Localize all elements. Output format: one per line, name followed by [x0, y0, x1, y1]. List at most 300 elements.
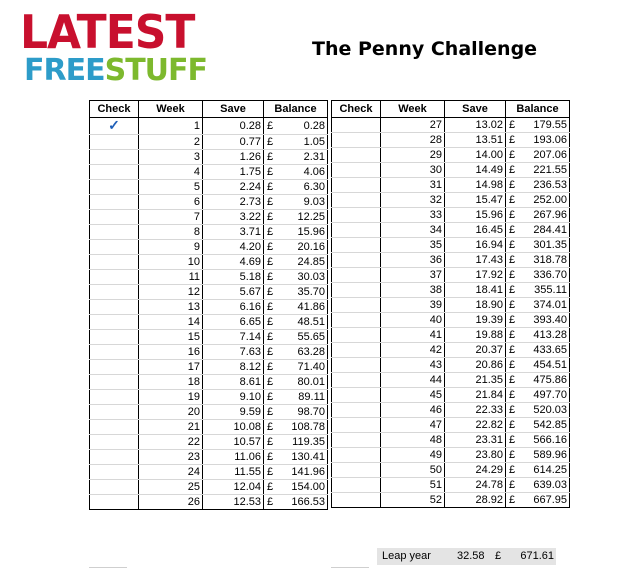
balance-amount: 108.78 — [291, 421, 325, 433]
currency-symbol: £ — [509, 164, 516, 176]
save-cell: 12.53 — [203, 495, 264, 510]
week-cell: 25 — [139, 480, 203, 495]
logo-line-latest: LATEST — [20, 5, 195, 60]
week-cell: 24 — [139, 465, 203, 480]
balance-amount: 267.96 — [533, 209, 567, 221]
balance-amount: 179.55 — [533, 119, 567, 131]
table-row — [90, 450, 328, 465]
table-row — [90, 480, 328, 495]
balance-amount: 55.65 — [297, 331, 325, 343]
table-row — [332, 343, 570, 358]
week-cell: 36 — [381, 253, 445, 268]
table-row — [332, 313, 570, 328]
currency-symbol: £ — [509, 224, 516, 236]
save-cell: 10.57 — [203, 435, 264, 450]
save-cell: 1.75 — [203, 165, 264, 180]
balance-cell — [264, 285, 328, 300]
check-cell[interactable] — [90, 375, 139, 390]
check-cell[interactable] — [90, 465, 139, 480]
balance-cell — [506, 223, 570, 238]
currency-symbol: £ — [267, 481, 274, 493]
week-cell: 45 — [381, 388, 445, 403]
check-cell[interactable] — [90, 118, 139, 135]
check-cell[interactable] — [90, 495, 139, 510]
save-cell: 23.80 — [445, 448, 506, 463]
table-row — [90, 255, 328, 270]
table-row — [90, 315, 328, 330]
save-cell: 14.98 — [445, 178, 506, 193]
header-week: Week — [381, 101, 445, 118]
week-cell: 3 — [139, 150, 203, 165]
table-row — [90, 165, 328, 180]
week-cell: 15 — [139, 330, 203, 345]
week-cell: 34 — [381, 223, 445, 238]
balance-amount: 520.03 — [533, 404, 567, 416]
save-cell: 7.14 — [203, 330, 264, 345]
logo-word-free: FREE — [24, 53, 105, 88]
balance-amount: 566.16 — [533, 434, 567, 446]
save-cell: 19.88 — [445, 328, 506, 343]
week-cell: 8 — [139, 225, 203, 240]
week-cell: 29 — [381, 148, 445, 163]
save-cell: 23.31 — [445, 433, 506, 448]
save-cell: 15.47 — [445, 193, 506, 208]
balance-cell — [264, 345, 328, 360]
week-cell: 37 — [381, 268, 445, 283]
save-cell: 13.02 — [445, 118, 506, 133]
currency-symbol: £ — [267, 436, 274, 448]
table-row — [90, 300, 328, 315]
balance-cell — [506, 418, 570, 433]
balance-cell — [506, 358, 570, 373]
balance-amount: 236.53 — [533, 179, 567, 191]
check-cell[interactable] — [332, 313, 381, 328]
save-cell: 14.49 — [445, 163, 506, 178]
currency-symbol: £ — [509, 434, 516, 446]
table-row — [90, 285, 328, 300]
week-cell: 10 — [139, 255, 203, 270]
week-cell: 26 — [139, 495, 203, 510]
balance-amount: 193.06 — [533, 134, 567, 146]
balance-cell — [506, 133, 570, 148]
week-cell: 43 — [381, 358, 445, 373]
table-row — [332, 178, 570, 193]
header-balance: Balance — [264, 101, 328, 118]
currency-symbol: £ — [267, 211, 274, 223]
check-cell[interactable] — [90, 270, 139, 285]
week-cell: 41 — [381, 328, 445, 343]
currency-symbol: £ — [509, 329, 516, 341]
balance-amount: 166.53 — [291, 496, 325, 508]
latest-free-stuff-logo[interactable] — [20, 5, 208, 88]
week-cell: 22 — [139, 435, 203, 450]
leap-year-row — [377, 548, 556, 565]
balance-cell — [264, 255, 328, 270]
logo-line-freestuff — [24, 53, 208, 88]
balance-cell — [506, 388, 570, 403]
balance-cell — [264, 135, 328, 150]
table-row — [332, 268, 570, 283]
week-cell: 19 — [139, 390, 203, 405]
check-cell[interactable] — [332, 403, 381, 418]
balance-cell — [264, 180, 328, 195]
check-cell[interactable] — [332, 163, 381, 178]
balance-cell — [506, 118, 570, 133]
table-row — [90, 330, 328, 345]
week-cell: 11 — [139, 270, 203, 285]
header-save: Save — [203, 101, 264, 118]
balance-cell — [506, 433, 570, 448]
balance-amount: 639.03 — [533, 479, 567, 491]
currency-symbol: £ — [509, 119, 516, 131]
balance-cell — [264, 405, 328, 420]
check-cell[interactable] — [90, 210, 139, 225]
check-cell[interactable] — [332, 448, 381, 463]
week-cell: 39 — [381, 298, 445, 313]
save-cell: 22.82 — [445, 418, 506, 433]
check-cell[interactable] — [332, 328, 381, 343]
save-cell: 13.51 — [445, 133, 506, 148]
check-cell[interactable] — [332, 343, 381, 358]
check-cell[interactable] — [332, 478, 381, 493]
table-row — [332, 403, 570, 418]
week-cell: 52 — [381, 493, 445, 508]
check-cell[interactable] — [332, 193, 381, 208]
check-cell[interactable] — [332, 268, 381, 283]
table-row — [332, 463, 570, 478]
currency-symbol: £ — [267, 466, 274, 478]
balance-amount: 24.85 — [297, 256, 325, 268]
week-cell: 20 — [139, 405, 203, 420]
currency-symbol: £ — [509, 449, 516, 461]
save-cell: 3.71 — [203, 225, 264, 240]
balance-amount: 154.00 — [291, 481, 325, 493]
balance-cell — [506, 448, 570, 463]
currency-symbol: £ — [267, 181, 274, 193]
balance-amount: 12.25 — [297, 211, 325, 223]
check-cell[interactable] — [332, 358, 381, 373]
balance-amount: 80.01 — [297, 376, 325, 388]
balance-amount: 71.40 — [297, 361, 325, 373]
currency-symbol: £ — [267, 301, 274, 313]
balance-amount: 475.86 — [533, 374, 567, 386]
save-cell: 24.29 — [445, 463, 506, 478]
balance-amount: 374.01 — [533, 299, 567, 311]
table-row — [332, 298, 570, 313]
check-cell[interactable] — [332, 253, 381, 268]
balance-cell — [506, 403, 570, 418]
currency-symbol: £ — [509, 419, 516, 431]
week-cell: 32 — [381, 193, 445, 208]
save-cell: 28.92 — [445, 493, 506, 508]
table-row — [90, 495, 328, 510]
week-cell: 40 — [381, 313, 445, 328]
check-cell[interactable] — [332, 418, 381, 433]
balance-cell — [506, 178, 570, 193]
table-row — [90, 225, 328, 240]
balance-cell — [506, 268, 570, 283]
check-cell[interactable] — [90, 180, 139, 195]
currency-symbol: £ — [509, 134, 516, 146]
table-row — [90, 420, 328, 435]
save-cell: 18.41 — [445, 283, 506, 298]
save-cell: 9.59 — [203, 405, 264, 420]
currency-symbol: £ — [267, 391, 274, 403]
check-cell[interactable] — [332, 208, 381, 223]
table-row — [332, 358, 570, 373]
balance-cell — [506, 463, 570, 478]
table-row — [90, 465, 328, 480]
save-cell: 8.12 — [203, 360, 264, 375]
currency-symbol: £ — [509, 194, 516, 206]
table-row — [332, 433, 570, 448]
week-cell: 33 — [381, 208, 445, 223]
check-cell[interactable] — [90, 435, 139, 450]
table-row — [90, 210, 328, 225]
save-cell: 21.84 — [445, 388, 506, 403]
table-row — [332, 388, 570, 403]
week-cell: 6 — [139, 195, 203, 210]
check-cell[interactable] — [90, 300, 139, 315]
save-cell: 17.43 — [445, 253, 506, 268]
check-cell[interactable] — [332, 433, 381, 448]
currency-symbol: £ — [267, 136, 274, 148]
balance-cell — [264, 480, 328, 495]
check-cell[interactable] — [90, 240, 139, 255]
table-row — [332, 133, 570, 148]
balance-amount: 15.96 — [297, 226, 325, 238]
check-cell[interactable] — [332, 493, 381, 508]
currency-symbol: £ — [267, 346, 274, 358]
week-cell: 51 — [381, 478, 445, 493]
balance-amount: 252.00 — [533, 194, 567, 206]
currency-symbol: £ — [267, 196, 274, 208]
balance-cell — [264, 195, 328, 210]
week-cell: 17 — [139, 360, 203, 375]
check-cell[interactable] — [90, 195, 139, 210]
check-cell[interactable] — [332, 118, 381, 133]
save-cell: 16.94 — [445, 238, 506, 253]
save-cell: 2.24 — [203, 180, 264, 195]
save-cell: 5.18 — [203, 270, 264, 285]
balance-cell — [506, 253, 570, 268]
week-cell: 42 — [381, 343, 445, 358]
table-row — [332, 148, 570, 163]
check-cell[interactable] — [90, 135, 139, 150]
header-check: Check — [332, 101, 381, 118]
currency-symbol: £ — [267, 286, 274, 298]
week-cell: 31 — [381, 178, 445, 193]
header-save: Save — [445, 101, 506, 118]
check-cell[interactable] — [90, 480, 139, 495]
table-row — [90, 150, 328, 165]
save-cell: 10.08 — [203, 420, 264, 435]
currency-symbol: £ — [267, 316, 274, 328]
save-cell: 17.92 — [445, 268, 506, 283]
balance-cell — [506, 313, 570, 328]
balance-cell — [506, 478, 570, 493]
check-cell[interactable] — [90, 420, 139, 435]
save-cell: 12.04 — [203, 480, 264, 495]
week-cell: 44 — [381, 373, 445, 388]
week-cell: 27 — [381, 118, 445, 133]
currency-symbol: £ — [267, 331, 274, 343]
week-cell: 7 — [139, 210, 203, 225]
balance-amount: 6.30 — [303, 181, 325, 193]
save-cell: 11.06 — [203, 450, 264, 465]
save-cell: 20.86 — [445, 358, 506, 373]
currency-symbol: £ — [267, 271, 274, 283]
currency-symbol: £ — [509, 344, 516, 356]
check-cell[interactable] — [90, 150, 139, 165]
balance-amount: 355.11 — [534, 284, 567, 296]
leap-year-balance: 671.61 — [520, 550, 554, 562]
check-cell[interactable] — [332, 178, 381, 193]
balance-amount: 454.51 — [533, 359, 567, 371]
save-cell: 15.96 — [445, 208, 506, 223]
week-cell: 21 — [139, 420, 203, 435]
balance-amount: 207.06 — [533, 149, 567, 161]
check-cell[interactable] — [332, 373, 381, 388]
balance-amount: 433.65 — [533, 344, 567, 356]
week-cell: 14 — [139, 315, 203, 330]
balance-amount: 336.70 — [533, 269, 567, 281]
table-row — [332, 373, 570, 388]
balance-amount: 0.28 — [303, 120, 325, 132]
table-row — [90, 405, 328, 420]
checkmark-icon: ✓ — [108, 117, 120, 133]
balance-cell — [264, 118, 328, 135]
balance-cell — [264, 150, 328, 165]
currency-symbol: £ — [509, 389, 516, 401]
check-cell[interactable] — [90, 225, 139, 240]
save-cell: 19.39 — [445, 313, 506, 328]
balance-amount: 20.16 — [297, 241, 325, 253]
balance-amount: 318.78 — [533, 254, 567, 266]
week-cell: 50 — [381, 463, 445, 478]
week-cell: 49 — [381, 448, 445, 463]
week-cell: 5 — [139, 180, 203, 195]
balance-amount: 497.70 — [533, 389, 567, 401]
balance-amount: 1.05 — [303, 136, 325, 148]
balance-cell — [506, 298, 570, 313]
week-cell: 12 — [139, 285, 203, 300]
check-cell[interactable] — [90, 405, 139, 420]
save-cell: 18.90 — [445, 298, 506, 313]
save-cell: 0.77 — [203, 135, 264, 150]
check-cell[interactable] — [90, 315, 139, 330]
currency-symbol: £ — [509, 479, 516, 491]
week-cell: 4 — [139, 165, 203, 180]
leap-year-currency: £ — [495, 550, 502, 562]
save-cell: 20.37 — [445, 343, 506, 358]
table-row — [332, 283, 570, 298]
check-cell[interactable] — [90, 360, 139, 375]
save-cell: 6.65 — [203, 315, 264, 330]
table-row — [90, 180, 328, 195]
week-cell: 48 — [381, 433, 445, 448]
save-cell: 1.26 — [203, 150, 264, 165]
balance-amount: 98.70 — [297, 406, 325, 418]
balance-cell — [264, 210, 328, 225]
balance-cell — [264, 330, 328, 345]
currency-symbol: £ — [267, 406, 274, 418]
balance-amount: 141.96 — [291, 466, 325, 478]
balance-cell — [264, 270, 328, 285]
currency-symbol: £ — [509, 284, 516, 296]
balance-cell — [264, 435, 328, 450]
check-cell[interactable] — [90, 285, 139, 300]
check-cell[interactable] — [332, 223, 381, 238]
currency-symbol: £ — [509, 269, 516, 281]
check-cell[interactable] — [332, 283, 381, 298]
week-cell: 28 — [381, 133, 445, 148]
table-row — [332, 208, 570, 223]
currency-symbol: £ — [509, 179, 516, 191]
balance-amount: 63.28 — [297, 346, 325, 358]
currency-symbol: £ — [267, 226, 274, 238]
currency-symbol: £ — [267, 151, 274, 163]
table-header-row — [90, 101, 328, 118]
penny-table-weeks-1-26 — [89, 100, 328, 510]
save-cell: 11.55 — [203, 465, 264, 480]
currency-symbol: £ — [267, 241, 274, 253]
table-row — [332, 418, 570, 433]
currency-symbol: £ — [509, 149, 516, 161]
balance-amount: 589.96 — [533, 449, 567, 461]
check-cell[interactable] — [332, 238, 381, 253]
balance-cell — [264, 465, 328, 480]
check-cell[interactable] — [90, 255, 139, 270]
save-cell: 7.63 — [203, 345, 264, 360]
balance-cell — [506, 193, 570, 208]
balance-cell — [506, 283, 570, 298]
currency-symbol: £ — [509, 374, 516, 386]
check-cell[interactable] — [332, 463, 381, 478]
currency-symbol: £ — [509, 239, 516, 251]
logo-word-stuff: STUFF — [104, 53, 208, 88]
check-cell[interactable] — [90, 165, 139, 180]
check-cell[interactable] — [332, 388, 381, 403]
balance-amount: 9.03 — [303, 196, 325, 208]
check-cell[interactable] — [332, 148, 381, 163]
week-cell: 35 — [381, 238, 445, 253]
table-row — [90, 435, 328, 450]
balance-amount: 393.40 — [533, 314, 567, 326]
check-cell[interactable] — [90, 450, 139, 465]
balance-amount: 667.95 — [533, 494, 567, 506]
balance-cell — [264, 420, 328, 435]
balance-cell — [264, 450, 328, 465]
check-cell[interactable] — [90, 330, 139, 345]
save-cell: 6.16 — [203, 300, 264, 315]
page-title: The Penny Challenge — [312, 38, 538, 60]
check-cell[interactable] — [332, 298, 381, 313]
balance-amount: 35.70 — [297, 286, 325, 298]
balance-amount: 30.03 — [297, 271, 325, 283]
balance-amount: 130.41 — [291, 451, 325, 463]
balance-cell — [264, 495, 328, 510]
table-row — [90, 345, 328, 360]
check-cell[interactable] — [332, 133, 381, 148]
check-cell[interactable] — [90, 390, 139, 405]
save-cell: 0.28 — [203, 118, 264, 135]
table-row — [90, 240, 328, 255]
balance-cell — [264, 390, 328, 405]
balance-cell — [264, 375, 328, 390]
save-cell: 21.35 — [445, 373, 506, 388]
check-cell[interactable] — [90, 345, 139, 360]
